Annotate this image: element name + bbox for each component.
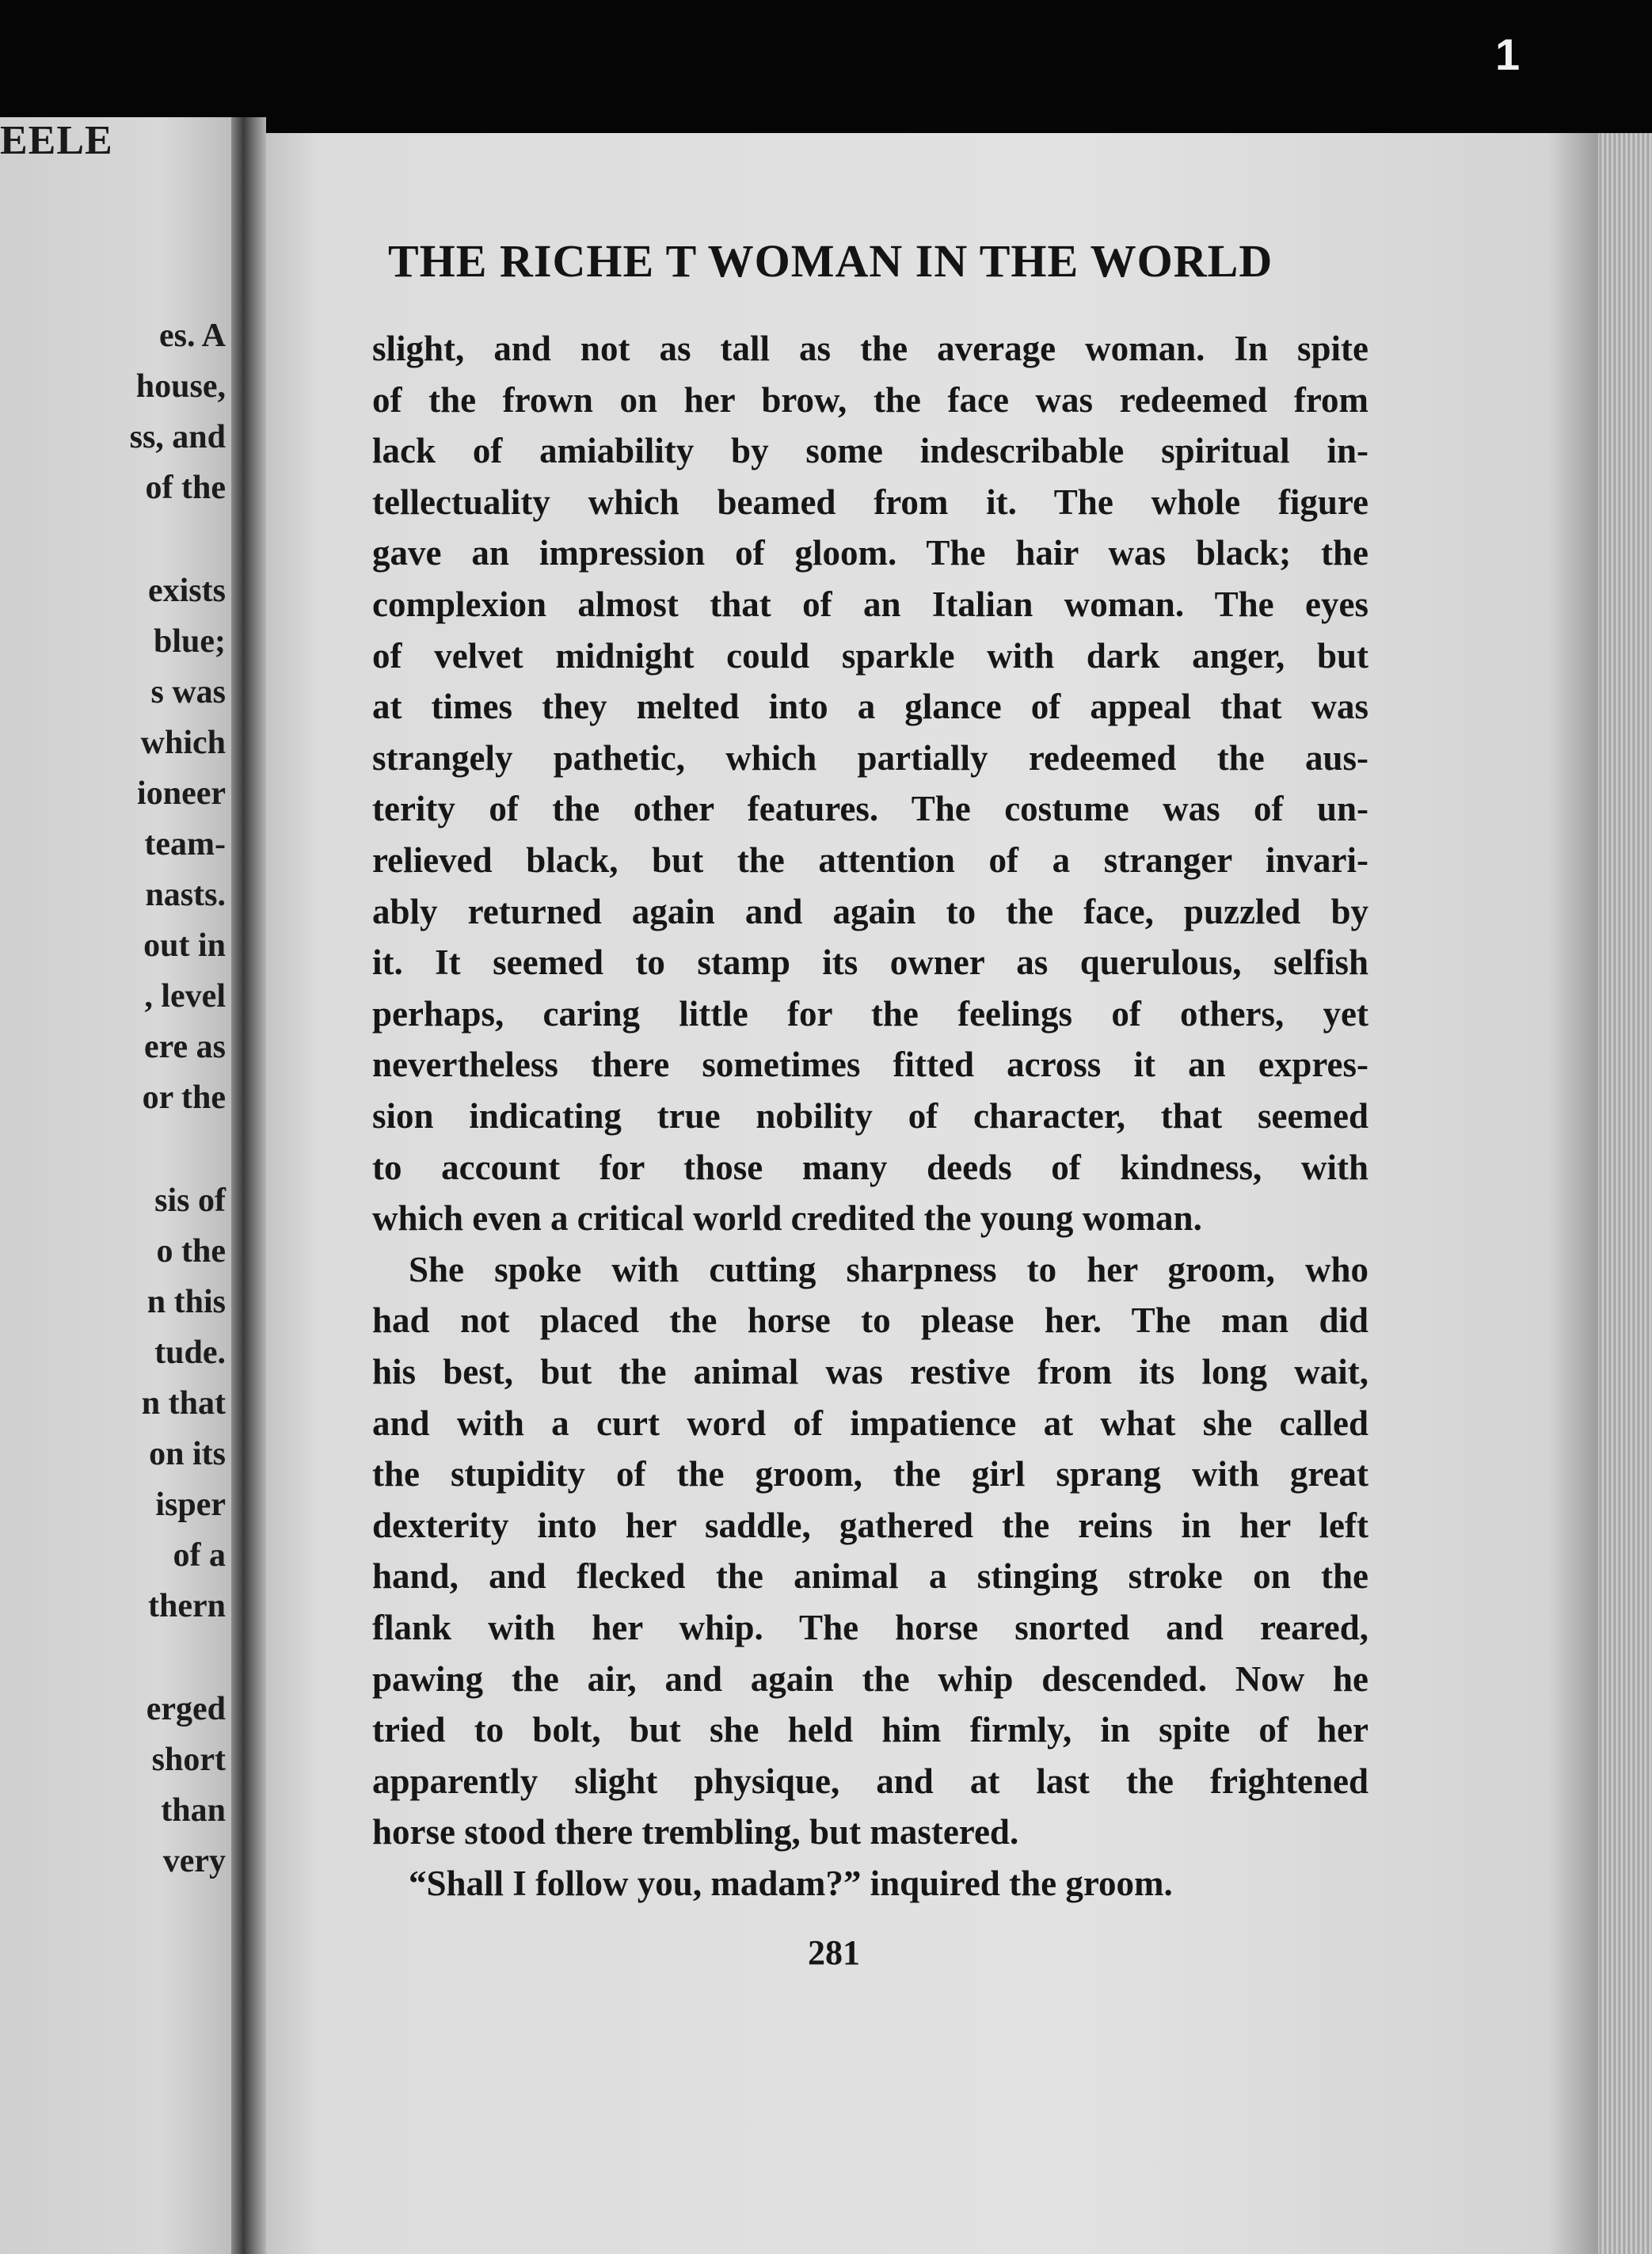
body-text-line: hand, and flecked the animal a stinging stroke on the: [372, 1556, 1368, 1596]
left-page-line: than: [161, 1792, 226, 1829]
body-text-line: flank with her whip. The horse snorted and reared,: [372, 1608, 1368, 1647]
left-page-line: ioneer: [137, 775, 226, 812]
body-text-line: to account for those many deeds of kindness, with: [372, 1148, 1368, 1187]
left-page-line: out in: [143, 927, 226, 964]
body-text-line: apparently slight physique, and at last the frightened: [372, 1761, 1368, 1801]
left-page-line: thern: [148, 1588, 226, 1624]
body-text-line: of the frown on her brow, the face was redeemed from: [372, 380, 1368, 420]
page-edge: [1598, 133, 1652, 2254]
body-text-line: nevertheless there sometimes fitted across it an expres-: [372, 1045, 1368, 1084]
left-page-line: n that: [141, 1385, 226, 1422]
left-page-header: EELE: [0, 118, 113, 163]
body-text-line: the stupidity of the groom, the girl sprang with great: [372, 1454, 1368, 1494]
body-text-line: terity of the other features. The costume was of un-: [372, 789, 1368, 828]
left-page-line: nasts.: [145, 877, 226, 913]
body-text-line: “Shall I follow you, madam?” inquired the groom.: [409, 1864, 1173, 1903]
left-page-line: on its: [149, 1436, 226, 1472]
body-text-line: it. It seemed to stamp its owner as querulous, selfish: [372, 942, 1368, 982]
left-page-line: of a: [173, 1537, 226, 1574]
left-page-line: sis of: [154, 1182, 226, 1219]
left-page-line: exists: [148, 573, 226, 609]
running-head: THE RICHE T WOMAN IN THE WORLD: [388, 235, 1273, 287]
body-text-line: slight, and not as tall as the average woman. In spite: [372, 329, 1368, 368]
left-page-line: or the: [142, 1079, 226, 1116]
left-page-line: which: [140, 725, 226, 761]
left-page-line: n this: [147, 1284, 226, 1320]
left-page-line: ere as: [143, 1029, 226, 1065]
left-page-line: , level: [144, 978, 226, 1015]
left-page-line: isper: [155, 1487, 226, 1523]
body-text-line: at times they melted into a glance of appeal that was: [372, 687, 1368, 726]
body-text-line: which even a critical world credited the young woman.: [372, 1198, 1202, 1238]
left-page-line: o the: [156, 1233, 226, 1270]
body-text-line: pawing the air, and again the whip descended. Now he: [372, 1659, 1368, 1699]
body-text-line: sion indicating true nobility of character, that seemed: [372, 1096, 1368, 1136]
body-text-line: strangely pathetic, which partially redeemed the aus-: [372, 738, 1368, 778]
body-text-line: dexterity into her saddle, gathered the reins in her left: [372, 1506, 1368, 1545]
body-text-line: She spoke with cutting sharpness to her groom, who: [409, 1250, 1368, 1289]
left-page-line: house,: [135, 368, 226, 405]
body-text-line: complexion almost that of an Italian woman. The eyes: [372, 584, 1368, 624]
left-page-line: erged: [146, 1691, 226, 1727]
left-page-line: blue;: [153, 623, 226, 660]
page-number: 281: [808, 1933, 860, 1972]
left-page-line: short: [151, 1742, 226, 1778]
left-page-line: es. A: [159, 318, 226, 354]
body-text-line: perhaps, caring little for the feelings of others, yet: [372, 994, 1368, 1034]
left-page-line: s was: [150, 674, 226, 710]
left-page-line: tude.: [154, 1335, 226, 1371]
body-text-line: his best, but the animal was restive from its long wait,: [372, 1352, 1368, 1392]
body-text-line: and with a curt word of impatience at what she called: [372, 1403, 1368, 1443]
body-text-line: lack of amiability by some indescribable spiritual in-: [372, 431, 1368, 470]
body-text-line: relieved black, but the attention of a stranger invari-: [372, 840, 1368, 880]
left-page-line: of the: [145, 470, 226, 506]
body-text-line: gave an impression of gloom. The hair was black; the: [372, 533, 1368, 573]
left-page-line: team-: [144, 826, 226, 862]
body-text-line: of velvet midnight could sparkle with dark anger, but: [372, 636, 1368, 676]
book-gutter: [231, 117, 266, 2254]
left-page-line: ss, and: [129, 419, 226, 455]
left-page-line: very: [162, 1843, 226, 1879]
body-text-line: tried to bolt, but she held him firmly, in spite of her: [372, 1710, 1368, 1750]
corner-mark: 1: [1495, 29, 1521, 79]
body-text-line: tellectuality which beamed from it. The whole figure: [372, 482, 1368, 522]
body-text-line: ably returned again and again to the face, puzzled by: [372, 892, 1368, 931]
body-text-line: had not placed the horse to please her. The man did: [372, 1300, 1368, 1340]
body-text-line: horse stood there trembling, but mastered.: [372, 1812, 1019, 1852]
